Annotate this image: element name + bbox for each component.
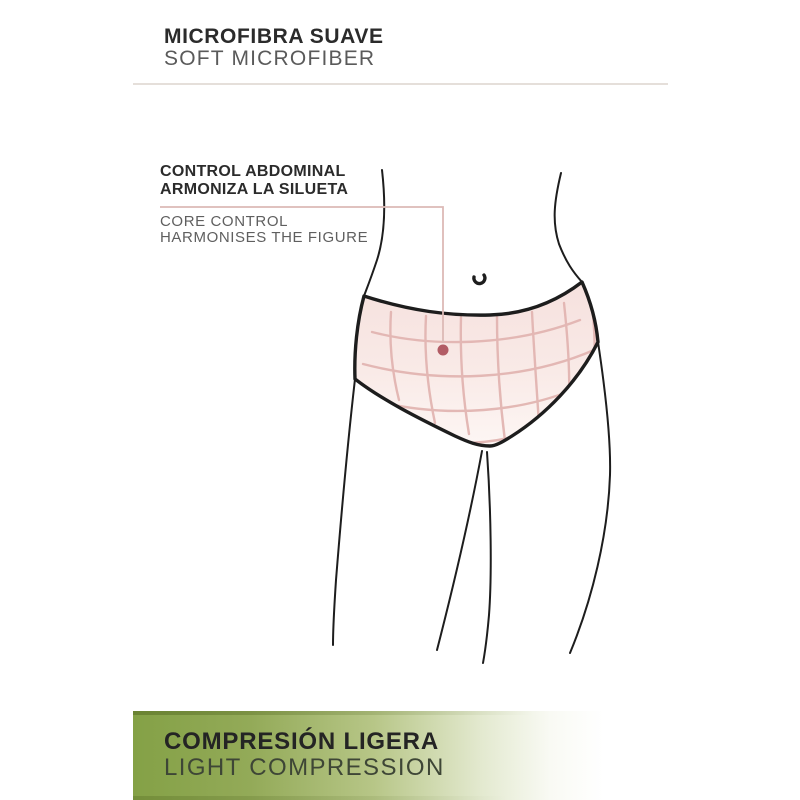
thigh-inner-left-line <box>437 451 482 650</box>
leg-right-outer-line <box>570 342 610 653</box>
callout-title-es-line1: CONTROL ABDOMINAL <box>160 163 346 180</box>
compression-banner <box>133 711 668 800</box>
leg-left-outer-line <box>333 379 355 645</box>
banner-title-es: COMPRESIÓN LIGERA <box>164 728 439 755</box>
thigh-inner-right-line <box>483 452 491 663</box>
core-control-callout <box>160 163 368 245</box>
feature-header <box>164 26 384 70</box>
briefs-garment <box>355 282 598 446</box>
banner-subtitle-en: LIGHT COMPRESSION <box>164 754 445 781</box>
callout-subtitle-en-line1: CORE CONTROL <box>160 213 289 230</box>
callout-subtitle-en-line2: HARMONISES THE FIGURE <box>160 228 369 246</box>
header-divider <box>133 83 668 85</box>
feature-subtitle-en: SOFT MICROFIBER <box>164 47 376 70</box>
navel-icon <box>474 275 485 284</box>
callout-dot <box>438 345 449 356</box>
callout-title-es-line2: ARMONIZA LA SILUETA <box>160 180 349 198</box>
torso-right-line <box>555 173 582 282</box>
feature-title-es: MICROFIBRA SUAVE <box>164 25 384 48</box>
